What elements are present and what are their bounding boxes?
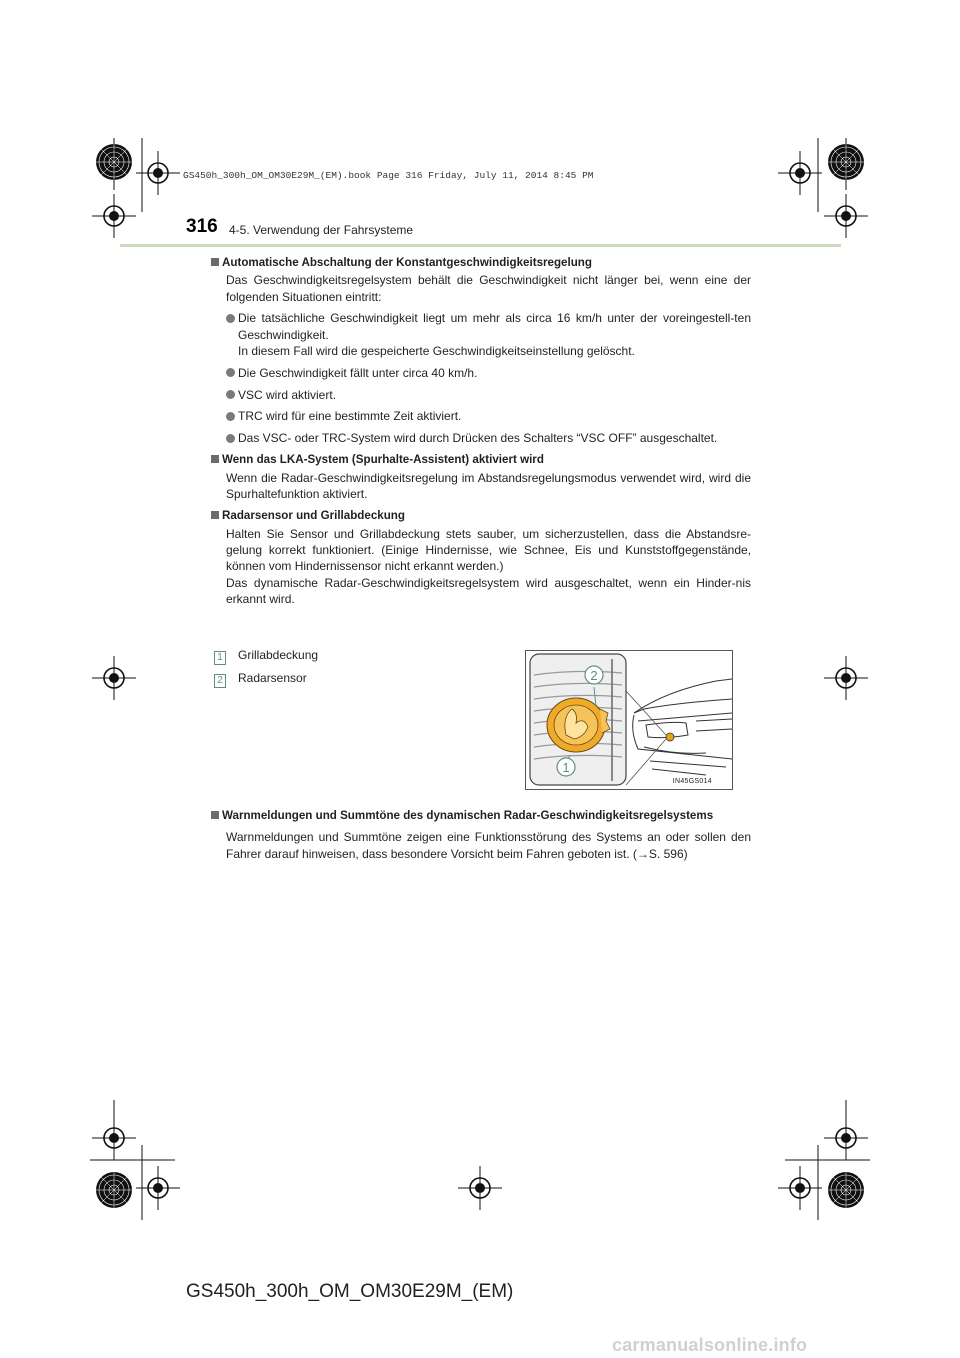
legend-item: [214, 648, 318, 665]
round-bullet-icon: [226, 390, 235, 399]
paragraph: Das Geschwindigkeitsregelsystem behält die Geschwindigkeit nicht länger bei, wenn eine der folgenden Situationen eintritt:: [226, 273, 751, 304]
section-heading: Warnmeldungen und Summtöne des dynamischen Radar-Geschwindigkeitsregelsystems: [211, 808, 751, 824]
content-bottom: [211, 808, 751, 862]
page-reference[interactable]: (→S. 596): [632, 846, 688, 861]
square-bullet-icon: [211, 455, 219, 463]
bullet-item: Das VSC- oder TRC-System wird durch Drücken des Schalters “VSC OFF” ausgeschaltet.: [226, 430, 751, 446]
radar-sensor-illustration: [525, 650, 733, 790]
page-number: 316: [186, 216, 218, 237]
round-bullet-icon: [226, 412, 235, 421]
car-front-drawing: [526, 651, 732, 789]
bullet-item: TRC wird für eine bestimmte Zeit aktiviert.: [226, 408, 751, 424]
legend-label: Grillabdeckung: [238, 648, 319, 662]
paragraph: Halten Sie Sensor und Grillabdeckung stets sauber, um sicherzustellen, dass die Abstandsre-gelung korrekt funktioniert. (Einige Hindernisse, wie Schnee, Eis und Kunststoffgegenstände, können vom Hindernissensor nicht erkannt werden.): [226, 526, 751, 574]
figure-callout-2: 2: [590, 668, 598, 683]
footer-code: GS450h_300h_OM_OM30E29M_(EM): [186, 1281, 514, 1302]
figure-code: IN45GS014: [672, 778, 712, 785]
paragraph: Warnmeldungen und Summtöne zeigen eine Funktionsstörung des Systems an oder sollen den Fahrer darauf hinweisen, dass besondere Vorsicht beim Fahren geboten ist. (→S. 596): [226, 830, 751, 861]
arrow-right-icon: →: [636, 846, 649, 861]
round-bullet-icon: [226, 434, 235, 443]
legend-label: Radarsensor: [238, 671, 307, 685]
callout-number: 2: [214, 674, 226, 688]
bullet-item: VSC wird aktiviert.: [226, 387, 751, 403]
bullet-item: Die tatsächliche Geschwindigkeit liegt um mehr als circa 16 km/h unter der voreingestell-ten Geschwindigkeit. In diesem Fall wird die gespeicherte Geschwindigkeitseinstellung gelöscht.: [226, 310, 751, 359]
figure-callout-1: 1: [562, 760, 570, 775]
content-top: [211, 255, 751, 607]
watermark: carmanualsonline.info: [612, 1335, 808, 1355]
square-bullet-icon: [211, 511, 219, 519]
square-bullet-icon: [211, 811, 219, 819]
callout-number: 1: [214, 651, 226, 665]
section-heading: Automatische Abschaltung der Konstantgeschwindigkeitsregelung: [211, 255, 751, 271]
header-rule: [120, 244, 841, 247]
section-title: 4-5. Verwendung der Fahrsysteme: [229, 223, 414, 237]
section-heading: Wenn das LKA-System (Spurhalte-Assistent) aktiviert wird: [211, 452, 751, 468]
square-bullet-icon: [211, 258, 219, 266]
section-heading: Radarsensor und Grillabdeckung: [211, 508, 751, 524]
print-marker-text: GS450h_300h_OM_OM30E29M_(EM).book Page 316 Friday, July 11, 2014 8:45 PM: [183, 170, 594, 181]
paragraph: Das dynamische Radar-Geschwindigkeitsregelsystem wird ausgeschaltet, wenn ein Hinder-nis erkannt wird.: [226, 575, 751, 606]
legend-item: [214, 671, 307, 688]
round-bullet-icon: [226, 314, 235, 323]
paragraph: Wenn die Radar-Geschwindigkeitsregelung im Abstandsregelungsmodus verwendet wird, wird die Spurhaltefunktion aktiviert.: [226, 470, 751, 502]
round-bullet-icon: [226, 368, 235, 377]
bullet-item: Die Geschwindigkeit fällt unter circa 40 km/h.: [226, 365, 751, 381]
